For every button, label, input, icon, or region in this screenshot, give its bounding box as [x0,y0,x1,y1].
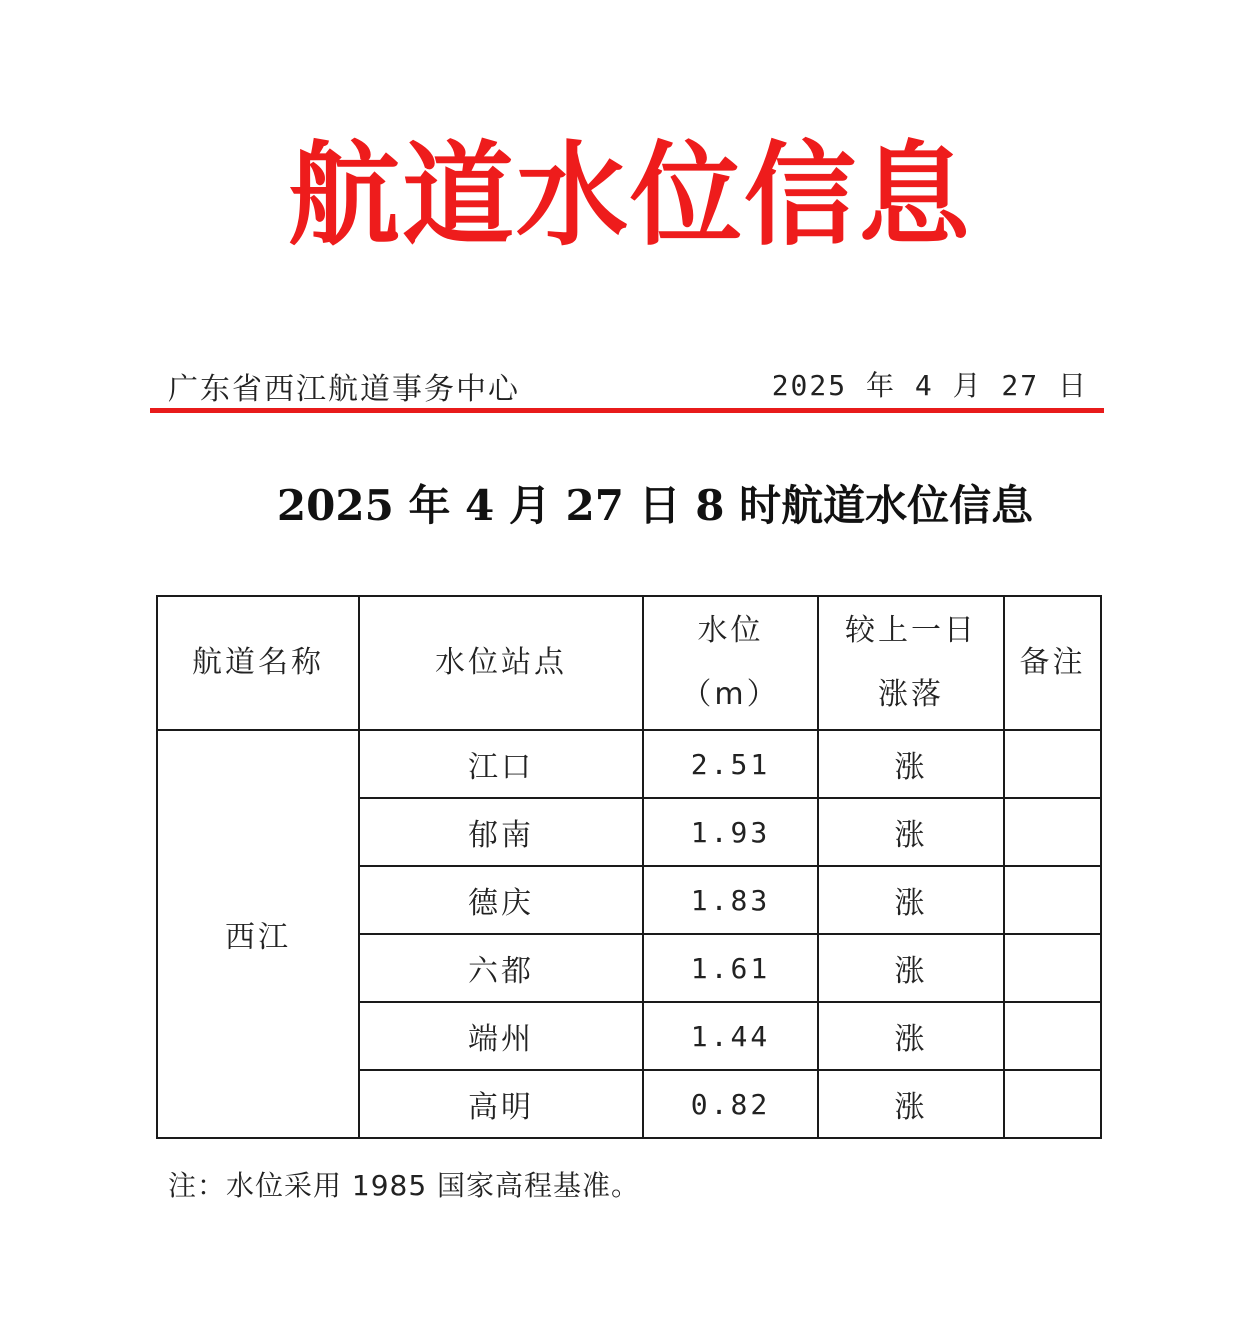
remarks-cell [1004,1002,1101,1070]
station-cell: 端州 [359,1002,643,1070]
issue-date: 2025 年 4 月 27 日 [771,369,1088,402]
issuer-name: 广东省西江航道事务中心 [168,372,520,407]
remarks-cell [1004,1070,1101,1138]
table-header-row [157,596,1101,730]
remarks-cell [1004,798,1101,866]
change-cell: 涨 [818,1002,1004,1070]
header-change [818,596,1004,730]
level-cell: 2.51 [643,730,818,798]
datum-footnote: 注：水位采用 1985 国家高程基准。 [168,1169,641,1202]
change-cell: 涨 [818,730,1004,798]
header-change-line1: 较上一日 [845,613,977,648]
red-divider-rule [150,408,1104,413]
level-cell: 1.83 [643,866,818,934]
station-cell: 德庆 [359,866,643,934]
level-cell: 0.82 [643,1070,818,1138]
change-cell: 涨 [818,934,1004,1002]
header-channel: 航道名称 [157,596,359,730]
document-title: 2025 年 4 月 27 日 8 时航道水位信息 [276,481,1034,530]
masthead-title: 航道水位信息 [288,131,972,261]
change-cell: 涨 [818,1070,1004,1138]
change-cell: 涨 [818,866,1004,934]
remarks-cell [1004,934,1101,1002]
issuer-row [168,364,1088,407]
header-level-line2: （m） [681,677,780,712]
station-cell: 六都 [359,934,643,1002]
header-remarks: 备注 [1004,596,1101,730]
header-level [643,596,818,730]
station-cell: 高明 [359,1070,643,1138]
station-cell: 江口 [359,730,643,798]
remarks-cell [1004,866,1101,934]
water-level-table [156,595,1102,1139]
channel-cell: 西江 [157,730,359,1138]
station-cell: 郁南 [359,798,643,866]
header-change-line2: 涨落 [878,677,944,712]
table-row [157,730,1101,798]
header-level-line1: 水位 [697,613,764,648]
header-station: 水位站点 [359,596,643,730]
level-cell: 1.44 [643,1002,818,1070]
change-cell: 涨 [818,798,1004,866]
remarks-cell [1004,730,1101,798]
level-cell: 1.93 [643,798,818,866]
level-cell: 1.61 [643,934,818,1002]
